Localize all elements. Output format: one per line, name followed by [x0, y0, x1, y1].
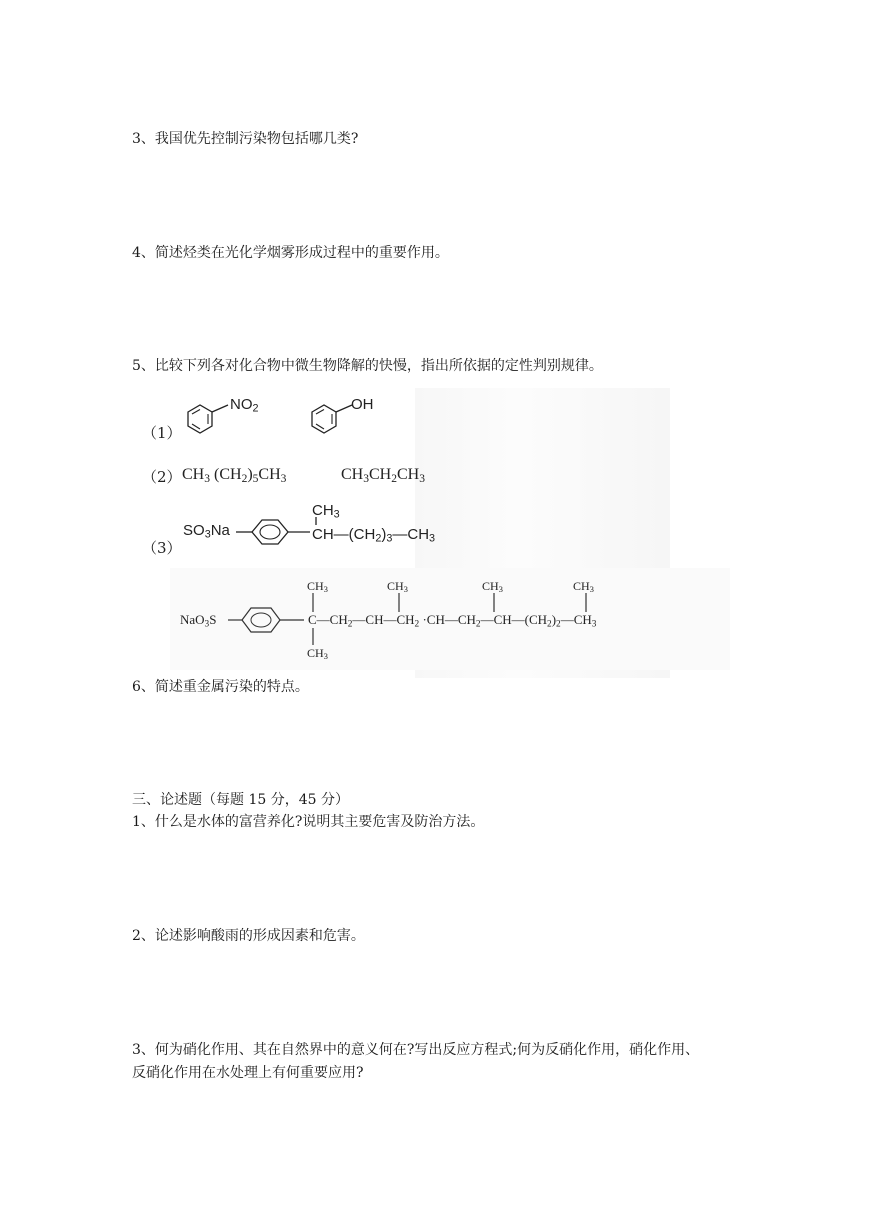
alkyl-chain-label: $CH—(CH_2)_3—CH_3$ — [312, 526, 436, 545]
hydroxyl-group-label: OH — [351, 396, 374, 413]
pair-3-label: （3） — [142, 539, 182, 557]
essay-question-1: 1、什么是水体的富营养化?说明其主要危害及防治方法。 — [132, 814, 485, 830]
pair-2-label: （2） — [142, 468, 182, 486]
question-6: 6、简述重金属污染的特点。 — [132, 679, 309, 695]
branched-backbone-label: $C—CH_2—CH—CH_2$ $\cdot CH—CH_2—CH—(CH_2)_2—CH_3$ — [308, 612, 597, 630]
sulfonate-group-label: $SO_3Na$ — [183, 522, 230, 541]
propane-formula: $CH_3CH_2CH_3$ — [341, 466, 425, 485]
essay-question-3-line-1: 3、何为硝化作用、其在自然界中的意义何在?写出反应方程式;何为反硝化作用，硝化作用、 — [132, 1042, 700, 1058]
sodium-sulfonate-label: NaO$_3$S — [180, 612, 217, 630]
branch-methyl-label: $CH_3$ — [312, 502, 340, 521]
essay-question-2: 2、论述影响酸雨的形成因素和危害。 — [132, 928, 365, 944]
methyl-label-3: $CH_3$ — [482, 579, 503, 595]
methyl-label-2: $CH_3$ — [387, 579, 408, 595]
nitrobenzene-structure — [178, 392, 278, 442]
section-3-heading: 三、论述题（每题 15 分，45 分） — [132, 792, 349, 808]
methyl-label-5: $CH_3$ — [307, 646, 328, 662]
question-4: 4、简述烃类在光化学烟雾形成过程中的重要作用。 — [132, 245, 449, 261]
heptane-formula: $CH_3$ $(CH_2)_5CH_3$ — [182, 466, 287, 485]
question-5: 5、比较下列各对化合物中微生物降解的快慢，指出所依据的定性判别规律。 — [132, 358, 603, 374]
question-3: 3、我国优先控制污染物包括哪几类? — [132, 131, 359, 147]
nitro-group-label: $NO_2$ — [230, 396, 259, 415]
methyl-label-4: $CH_3$ — [573, 579, 594, 595]
essay-question-3-line-2: 反硝化作用在水处理上有何重要应用? — [132, 1065, 364, 1081]
pair-1-label: （1） — [142, 424, 182, 442]
methyl-label-1: $CH_3$ — [307, 579, 328, 595]
